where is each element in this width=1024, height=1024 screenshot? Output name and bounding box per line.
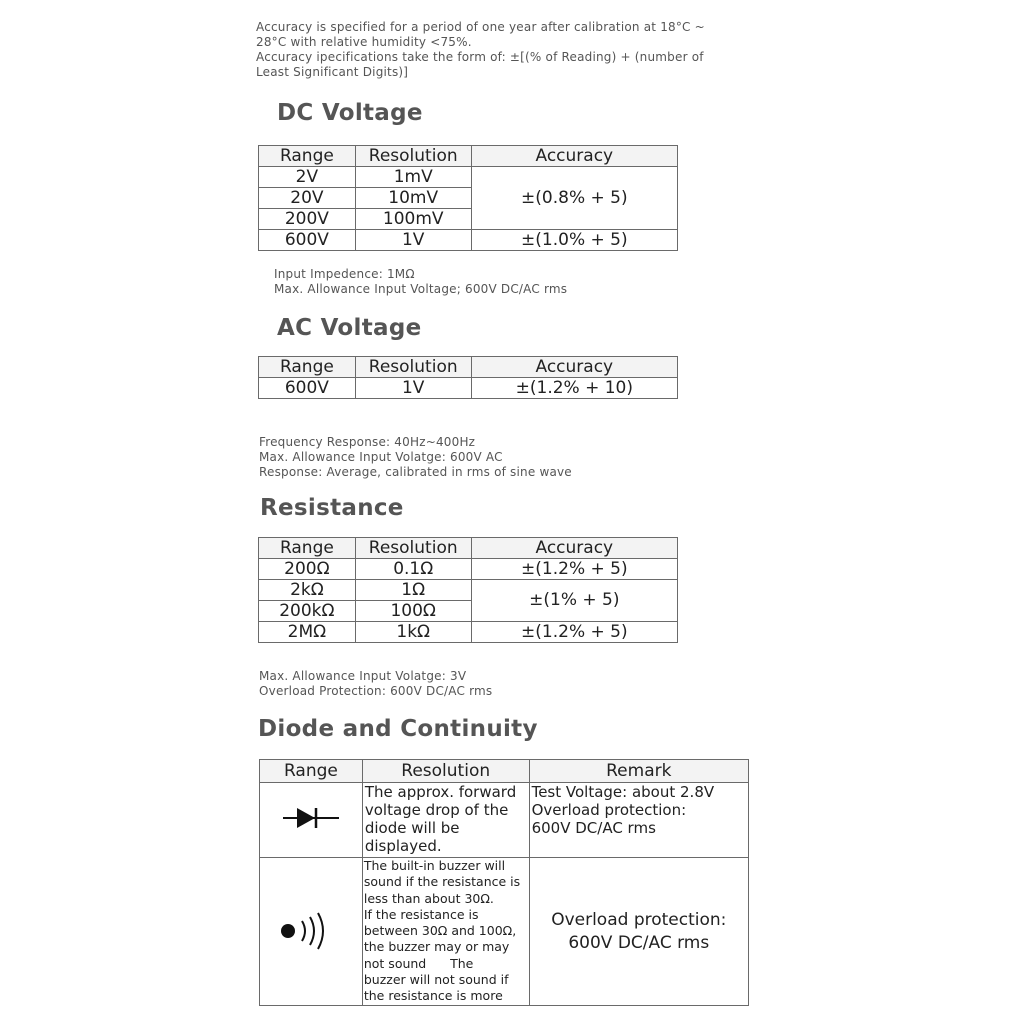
range-cell: 20V xyxy=(259,188,356,209)
intro-line: Accuracy is specified for a period of one year after calibration at 18°C ~ xyxy=(256,20,705,34)
resolution-cell: 1mV xyxy=(355,167,471,188)
accuracy-cell: ±(1.2% + 10) xyxy=(471,378,677,399)
note-line: Response: Average, calibrated in rms of sine wave xyxy=(259,465,572,479)
accuracy-cell: ±(1.2% + 5) xyxy=(471,622,677,643)
range-cell: 200kΩ xyxy=(259,601,356,622)
range-cell: 600V xyxy=(259,230,356,251)
intro-text xyxy=(256,20,726,80)
note-line: Overload Protection: 600V DC/AC rms xyxy=(259,684,493,698)
col-header-range: Range xyxy=(259,357,356,378)
range-cell: 2MΩ xyxy=(259,622,356,643)
intro-line: Accuracy ipecifications take the form of: ±[(% of Reading) + (number of xyxy=(256,50,704,64)
resolution-cell: 10mV xyxy=(355,188,471,209)
col-header-remark: Remark xyxy=(529,760,748,783)
text-line: displayed. xyxy=(364,837,442,855)
table-row xyxy=(259,167,678,188)
col-header-resolution: Resolution xyxy=(355,357,471,378)
intro-line: 28°C with relative humidity <75%. xyxy=(256,35,472,49)
ac-voltage-title: AC Voltage xyxy=(277,315,422,341)
col-header-resolution: Resolution xyxy=(355,146,471,167)
resistance-title: Resistance xyxy=(260,495,404,521)
resolution-cell: 1kΩ xyxy=(355,622,471,643)
text-line: diode will be xyxy=(364,819,460,837)
continuity-symbol-cell xyxy=(260,858,363,1006)
text-line: not sound The xyxy=(363,955,474,971)
table-row xyxy=(259,559,678,580)
text-line: Overload protection: xyxy=(531,801,687,819)
text-line: Overload protection: xyxy=(551,909,727,930)
continuity-row xyxy=(260,858,749,1006)
resolution-cell: 100mV xyxy=(355,209,471,230)
table-row xyxy=(259,378,678,399)
text-line: the resistance is more xyxy=(363,988,503,1004)
col-header-accuracy: Accuracy xyxy=(471,357,677,378)
range-cell: 200Ω xyxy=(259,559,356,580)
resolution-cell: 1Ω xyxy=(355,580,471,601)
col-header-range: Range xyxy=(259,538,356,559)
range-cell: 600V xyxy=(259,378,356,399)
accuracy-cell: ±(1.2% + 5) xyxy=(471,559,677,580)
diode-resolution-cell xyxy=(362,783,529,858)
accuracy-cell: ±(0.8% + 5) xyxy=(471,167,677,230)
ac-voltage-table xyxy=(258,356,678,399)
resolution-cell: 0.1Ω xyxy=(355,559,471,580)
diode-remark-cell xyxy=(529,783,748,858)
note-line: Max. Allowance Input Volatge: 600V AC xyxy=(259,450,503,464)
continuity-remark-cell xyxy=(529,858,748,1006)
accuracy-cell: ±(1.0% + 5) xyxy=(471,230,677,251)
text-line: the buzzer may or may xyxy=(363,939,510,955)
buzzer-icon xyxy=(276,907,346,953)
range-cell: 2kΩ xyxy=(259,580,356,601)
resistance-table xyxy=(258,537,678,643)
continuity-resolution-cell xyxy=(362,858,529,1006)
range-cell: 200V xyxy=(259,209,356,230)
col-header-range: Range xyxy=(259,146,356,167)
text-line: If the resistance is xyxy=(363,906,479,922)
table-row xyxy=(259,230,678,251)
text-line: voltage drop of the xyxy=(364,801,509,819)
accuracy-cell: ±(1% + 5) xyxy=(471,580,677,622)
col-header-accuracy: Accuracy xyxy=(471,146,677,167)
range-cell: 2V xyxy=(259,167,356,188)
col-header-resolution: Resolution xyxy=(362,760,529,783)
text-line: sound if the resistance is xyxy=(363,874,521,890)
ac-notes xyxy=(259,435,572,480)
resistance-notes xyxy=(259,669,492,699)
text-line: buzzer will not sound if xyxy=(363,972,509,988)
text-line: The built-in buzzer will xyxy=(363,858,506,873)
dc-notes xyxy=(274,267,567,297)
dc-voltage-table xyxy=(258,145,678,251)
resolution-cell: 1V xyxy=(355,378,471,399)
text-line: 600V DC/AC rms xyxy=(568,932,710,953)
note-line: Input Impedence: 1MΩ xyxy=(274,267,415,281)
resolution-cell: 1V xyxy=(355,230,471,251)
text-line: The approx. forward xyxy=(364,783,517,801)
text-line: less than about 30Ω. xyxy=(363,890,494,906)
diode-row xyxy=(260,783,749,858)
text-line: 600V DC/AC rms xyxy=(531,819,656,837)
note-line: Frequency Response: 40Hz~400Hz xyxy=(259,435,476,449)
diode-symbol-cell xyxy=(260,783,363,858)
text-line: Test Voltage: about 2.8V xyxy=(531,783,715,801)
dc-voltage-title: DC Voltage xyxy=(277,100,423,126)
text-line: between 30Ω and 100Ω, xyxy=(363,923,517,939)
diode-icon xyxy=(281,803,341,833)
diode-continuity-title: Diode and Continuity xyxy=(258,716,538,742)
col-header-range: Range xyxy=(260,760,363,783)
resolution-cell: 100Ω xyxy=(355,601,471,622)
note-line: Max. Allowance Input Volatge: 3V xyxy=(259,669,467,683)
table-row xyxy=(259,580,678,601)
col-header-accuracy: Accuracy xyxy=(471,538,677,559)
note-line: Max. Allowance Input Voltage; 600V DC/AC rms xyxy=(274,282,568,296)
diode-continuity-table xyxy=(259,759,749,1006)
table-row xyxy=(259,622,678,643)
intro-line: Least Significant Digits)] xyxy=(256,65,409,79)
col-header-resolution: Resolution xyxy=(355,538,471,559)
